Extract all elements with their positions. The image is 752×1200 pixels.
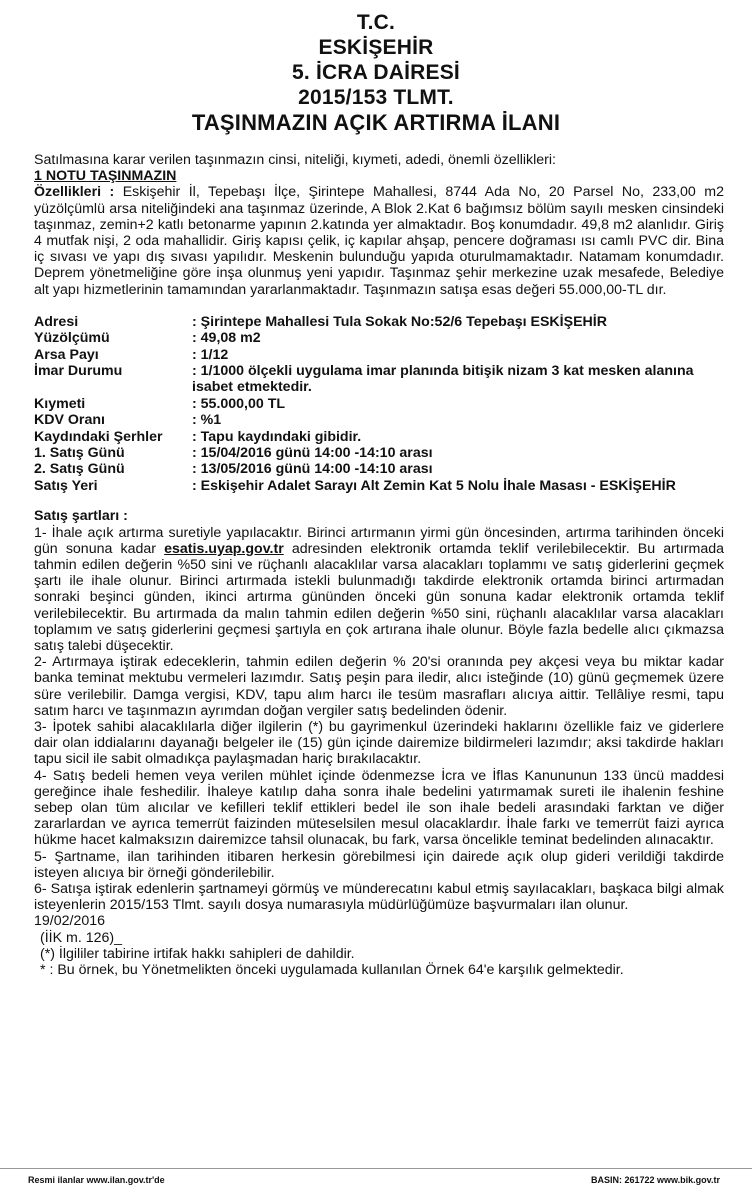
announcement-body xyxy=(34,152,724,978)
announcement-header xyxy=(0,10,752,135)
spec-value: : 55.000,00 TL xyxy=(192,395,286,412)
term-1-part-a: 1- İhale açık artırma suretiyle yapılacaktır. Birinci artırmanın yirmi gün öncesinden, artırma tarihinden önceki gün sonuna kadar xyxy=(34,524,724,557)
spec-row xyxy=(34,363,724,396)
intro-text: Satılmasına karar verilen taşınmazın cinsi, niteliği, kıymeti, adedi, önemli özellikleri: xyxy=(34,152,556,168)
spec-value: : Şirintepe Mahallesi Tula Sokak No:52/6 Tepebaşı ESKİŞEHİR xyxy=(192,313,607,330)
spec-row xyxy=(34,445,724,461)
header-line-office: 5. İCRA DAİRESİ xyxy=(292,61,460,84)
spec-row xyxy=(34,429,724,445)
spec-value: : 15/04/2016 günü 14:00 -14:10 arası xyxy=(192,445,433,462)
spec-row xyxy=(34,412,724,428)
spec-row xyxy=(34,478,724,494)
spec-row xyxy=(34,330,724,346)
spec-key: 2. Satış Günü xyxy=(34,461,125,478)
spec-value: : %1 xyxy=(192,412,222,429)
features-label: Özellikleri : xyxy=(34,184,115,201)
footnote-1: (*) İlgililer tabirine irtifak hakkı sahipleri de dahildir. xyxy=(40,945,355,962)
announcement-date: 19/02/2016 xyxy=(34,913,106,930)
spec-key: İmar Durumu xyxy=(34,363,123,380)
header-line-tc: T.C. xyxy=(356,11,396,34)
term-1 xyxy=(34,525,724,655)
footer-divider xyxy=(0,1168,752,1169)
terms-title: Satış şartları : xyxy=(34,508,128,525)
spec-value: : 13/05/2016 günü 14:00 -14:10 arası xyxy=(192,461,433,478)
spec-key: Satış Yeri xyxy=(34,477,98,494)
footer-right: BASIN: 261722 www.bik.gov.tr xyxy=(590,1175,720,1185)
features-text: Eskişehir İl, Tepebaşı İlçe, Şirintepe Mahallesi, 8744 Ada No, 20 Parsel No, 233,00 m2 yüzölçümlü arsa niteliğindeki ana taşınmaz üzerinde, A Blok 2.Kat 6 bağımsız bölüm sayılı mesken cinsindeki taşınmaz, zemin+2 katlı betonarme yapının 2.katında yer almaktadır. Boş konumdadır. 49,8 m2 alanlıdır. Giriş 4 mutfak nişi, 2 oda mahallidir. Giriş kapısı çelik, iç kapılar ahşap, pencere doğraması ısı camlı PVC dir. Bina iç sıvası ve yapı dış sıvası yapılıdır. Meskenin bulunduğu yapıda oturulmamaktadır. Natamam konumdadır. Deprem yönetmeliğine göre inşa olunmuş yeni yapıdır. Taşınmaz şehir merkezine uzak mesafede, Belediye alt yapı hizmetlerinin tamamından yararlanmaktadır. Taşınmazın satışa esas değeri 55.000,00-TL dır. xyxy=(34,184,724,298)
term-6: 6- Satışa iştirak edenlerin şartnameyi görmüş ve münderecatını kabul etmiş sayılacakları, başkaca bilgi almak isteyenlerin 2015/153 Tlmt. sayılı dosya numarasıyla müdürlüğümüze başvurmaları ilan olunur. xyxy=(34,880,724,914)
lot-title: 1 NOTU TAŞINMAZIN xyxy=(34,168,177,185)
spec-key: Kıymeti xyxy=(34,395,86,412)
spec-row xyxy=(34,314,724,330)
spec-key: Arsa Payı xyxy=(34,346,99,363)
term-1-part-b: adresinden elektronik ortamda teklif verilebilecektir. Bu artırmada tahmin edilen değerin %50 sini ve rüçhanlı alacaklılar varsa alacakları toplammı ve satış giderlerini geçmek şartı ile ihale olunur. Birinci artırmada istekli bulunmadığı takdirde elektronik ortamda birinci artırmadan sonraki beşinci günden, ikinci artırma gününden önceki gün sonuna kadar elektronik ortamda teklif verilebilecektir. Bu artırmada da malın tahmin edilen değerin %50 sini, rüçhanlı alacaklılar varsa alacakları toplamım ve satış giderlerini geçmesi şartıyla en çok artırana ihale olunur. Böyle fazla bedelle alıcı çıkmazsa satış talebi düşecektir. xyxy=(34,540,724,654)
footnote-2: * : Bu örnek, bu Yönetmelikten önceki uygulamada kullanılan Örnek 64'e karşılık gelmektedir. xyxy=(40,961,624,978)
header-line-city: ESKİŞEHİR xyxy=(318,36,434,59)
spec-value: : Tapu kaydındaki gibidir. xyxy=(192,428,362,445)
header-line-case: 2015/153 TLMT. xyxy=(298,86,454,109)
term-5: 5- Şartname, ilan tarihinden itibaren herkesin görebilmesi için dairede açık olup gideri verildiği takdirde isteyen alıcıya bir örneği gönderilebilir. xyxy=(34,848,724,881)
spec-row xyxy=(34,347,724,363)
spec-key: 1. Satış Günü xyxy=(34,445,125,462)
law-reference: (İİK m. 126)_ xyxy=(40,929,123,946)
term-3: 3- İpotek sahibi alacaklılarla diğer ilgilerin (*) bu gayrimenkul üzerindeki haklarını özellikle faiz ve giderlere dair olan iddialarını dayanağı belgeler ile (15) gün içinde dairemize bildirmeleri lazımdır; aksi takdirde hakları tapu sicil ile sabit olmadıkça paylaşmadan hariç bırakılacaktır. xyxy=(34,718,724,768)
spec-value: : 1/12 xyxy=(192,346,229,363)
spec-key: Kaydındaki Şerhler xyxy=(34,428,163,445)
footer-left: Resmi ilanlar www.ilan.gov.tr'de xyxy=(28,1175,165,1185)
spec-value: : 49,08 m2 xyxy=(192,330,261,347)
property-specs xyxy=(34,314,724,494)
spec-key: Yüzölçümü xyxy=(34,330,110,347)
spec-value: : Eskişehir Adalet Sarayı Alt Zemin Kat 5 Nolu İhale Masası - ESKİŞEHİR xyxy=(192,477,676,494)
spec-key: Adresi xyxy=(34,313,79,330)
esatis-link[interactable]: esatis.uyap.gov.tr xyxy=(164,540,284,557)
header-line-title: TAŞINMAZIN AÇIK ARTIRMA İLANI xyxy=(191,110,561,135)
term-4: 4- Satış bedeli hemen veya verilen mühlet içinde ödenmezse İcra ve İflas Kanununun 133 üncü maddesi gereğince ihale feshedilir. İhaleye katılıp daha sonra ihale bedelini yatırmamak sureti ile ihalenin feshine sebep olan tüm alıcılar ve kefilleri teklif ettikleri bedel ile son ihale bedeli arasındaki farktan ve diğer zararlardan ve ayrıca temerrüt faizinden müteselsilen mesul olacaklardır. İhale farkı ve temerrüt faizi ayrıca hükme hacet kalmaksızın dairemizce tahsil olunacak, bu fark, varsa öncelikle teminat bedelinden alınacaktır. xyxy=(34,767,724,849)
spec-row xyxy=(34,461,724,477)
features-paragraph xyxy=(34,184,724,297)
spec-key: KDV Oranı xyxy=(34,412,105,429)
spec-value: : 1/1000 ölçekli uygulama imar planında bitişik nizam 3 kat mesken alanına isabet etmektedir. xyxy=(192,363,694,396)
term-2: 2- Artırmaya iştirak edeceklerin, tahmin edilen değerin % 20'si oranında pey akçesi veya bu miktar kadar banka teminat mektubu vermeleri lazımdır. Satış peşin para iledir, alıcı isteğinde (10) günü geçmemek üzere süre verilebilir. Damga vergisi, KDV, tapu alım harcı ile tesüm masrafları alıcıya aittir. Tellâliye resmi, tapu satım harcı ve taşınmazın ayrımdan doğan vergiler satış bedelinden ödenir. xyxy=(34,654,724,719)
spec-row xyxy=(34,396,724,412)
